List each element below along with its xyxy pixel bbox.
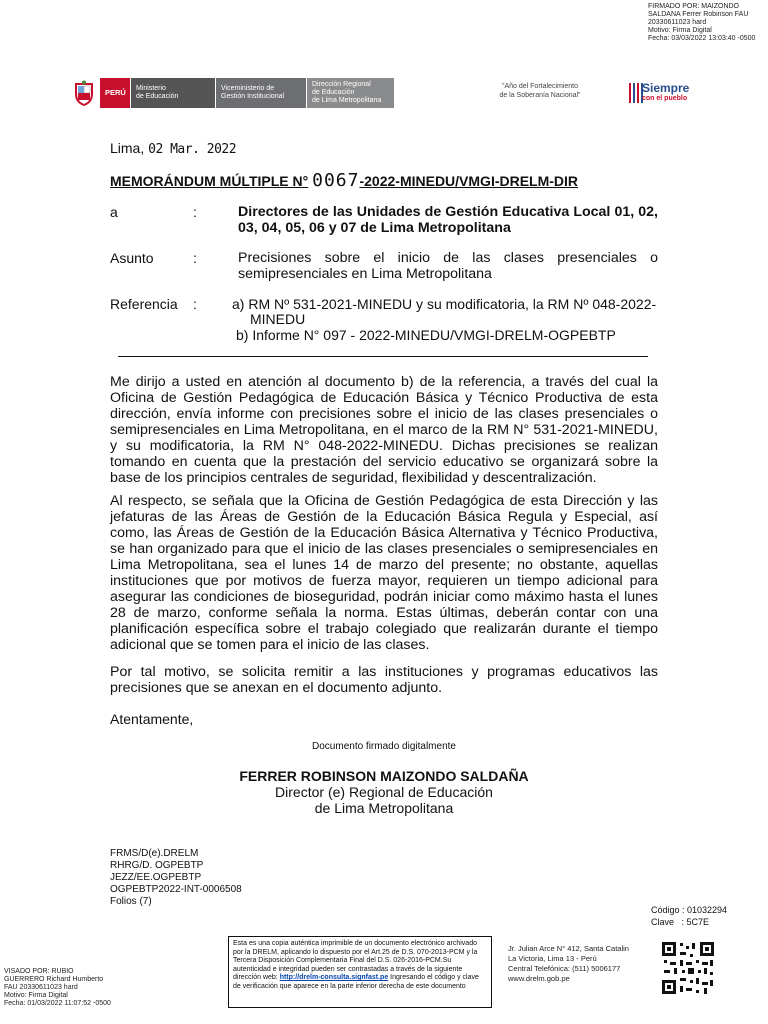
reference-b: b) Informe N° 097 - 2022-MINEDU/VMGI-DRELM-OGPEBTP	[236, 327, 616, 343]
reference-colon: :	[193, 296, 197, 312]
date-handwritten: 02 Mar. 2022	[148, 142, 237, 157]
initials-line: JEZZ/EE.OGPEBTP	[110, 872, 202, 883]
siempre-text: Siempre	[642, 81, 690, 95]
memo-title	[110, 170, 578, 191]
ministry-label: Ministerio de Educación	[131, 78, 215, 108]
siempre-logo	[628, 78, 698, 108]
peru-label: PERÚ	[100, 78, 130, 108]
to-value: Directores de las Unidades de Gestión Educativa Local 01, 02, 03, 04, 05, 06 y 07 de Lima Metropolitana	[238, 204, 658, 236]
initials-line: Folios (7)	[110, 896, 152, 907]
signature-line: Motivo: Firma Digital	[648, 27, 712, 34]
to-label: a	[110, 204, 118, 220]
notice-text-end: Ingresando el código y clave de verificación que aparece en la parte inferior derecha de este documento	[233, 974, 479, 990]
signer-title: Director (e) Regional de Educación	[275, 784, 493, 800]
regional-direction-label: Dirección Regional de Educación de Lima Metropolitana	[307, 78, 394, 108]
address-line: La Victoria, Lima 13 - Perú	[508, 954, 597, 963]
signature-line: 20330611023 hard	[648, 19, 707, 26]
title-suffix: -2022-MINEDU/VMGI-DRELM-DIR	[359, 173, 579, 189]
year-motto: "Año del Fortalecimiento de la Soberanía Nacional"	[499, 83, 581, 99]
digital-signature-note: Documento firmado digitalmente	[312, 741, 456, 752]
signature-line: FIRMADO POR: MAIZONDO	[648, 3, 739, 10]
date-prefix: Lima,	[110, 140, 149, 156]
title-number: 0067	[312, 170, 360, 191]
initials-line: OGPEBTP2022-INT-0006508	[110, 884, 242, 895]
paragraph-1: Me dirijo a usted en atención al documento b) de la referencia, a través del cual la Oficina de Gestión Pedagógica de Educación Básica y Técnico Productiva de esta dirección, envía informe con precisiones sobre el inicio de las clases presenciales o semipresenciales en Lima Metropolitana, en el marco de la RM N° 531-2021-MINEDU, y su modificatoria, la RM N° 048-2022-MINEDU. Dichas precisiones se realizan tomando en cuenta que la prestación del servicio educativo se organizará sobre la base de los principios centrales de seguridad, flexibilidad y descentralización.	[110, 374, 658, 486]
reference-a-continued: MINEDU	[250, 311, 306, 327]
signature-stamp-top	[648, 3, 766, 43]
authenticity-notice	[228, 936, 492, 1008]
visado-line: VISADO POR: RUBIO	[4, 968, 74, 975]
title-prefix: MEMORÁNDUM MÚLTIPLE N°	[110, 173, 309, 189]
initials-line: RHRG/D. OGPEBTP	[110, 860, 204, 871]
signature-line: Fecha: 03/03/2022 13:03:40 -0500	[648, 35, 756, 42]
reference-a: a) RM Nº 531-2021-MINEDU y su modificatoria, la RM Nº 048-2022-	[232, 296, 657, 312]
initials-line: FRMS/D(e).DRELM	[110, 848, 199, 859]
reference-label: Referencia	[110, 296, 178, 312]
notice-text: Esta es una copia auténtica imprimible de un documento electrónico archivado por la DRELM, aplicando lo dispuesto por el Art.25 de D.S. 070-2013-PCM y la Tercera Disposición Complementaria Final del D.S. 026-2016-PCM.Su autenticidad e integridad pueden ser contrastadas a través de la siguiente dirección web:	[233, 940, 478, 981]
document-date	[110, 140, 236, 157]
paragraph-3: Por tal motivo, se solicita remitir a las instituciones y programas educativos las precisiones que se anexan en el documento adjunto.	[110, 664, 658, 696]
initials-block	[110, 848, 242, 908]
to-colon: :	[193, 204, 197, 220]
subject-colon: :	[193, 250, 197, 266]
subject-value: Precisiones sobre el inicio de las clases presenciales o semipresenciales en Lima Metropolitana	[238, 250, 658, 282]
address-block	[508, 944, 629, 984]
verification-code	[651, 904, 727, 928]
signer-name: FERRER ROBINSON MAIZONDO SALDAÑA	[239, 768, 529, 784]
peru-shield-logo	[72, 80, 96, 106]
government-header	[72, 78, 394, 108]
header-divider	[118, 356, 648, 357]
visado-line: GUERRERO Richard Humberto	[4, 976, 104, 983]
visado-line: Fecha: 01/03/2022 11:07:52 -0500	[4, 1000, 111, 1007]
codigo: Código : 01032294	[651, 905, 728, 915]
visado-line: FAU 20330611023 hard	[4, 984, 78, 991]
signer-title: de Lima Metropolitana	[314, 800, 454, 816]
clave: Clave : 5C7E	[651, 917, 710, 927]
qr-code	[660, 940, 716, 996]
paragraph-2: Al respecto, se señala que la Oficina de Gestión Pedagógica de esta Dirección y las jefaturas de las Áreas de Gestión de la Educación Básica Regula y Especial, así como, las Áreas de Gestión de la Educación Básica Alternativa y Técnico Productiva, se han organizado para que el inicio de las clases presenciales o semipresenciales en Lima Metropolitana, sea el lunes 14 de marzo del presente; no obstante, aquellas instituciones que por motivos de fuerza mayor, requieren un tiempo adicional para asegurar las condiciones de bioseguridad, podrán iniciar como máximo hasta el lunes 28 de marzo, conforme señala la norma. Estas últimas, deberán contar con una planificación específica sobre el trabajo colegiado que realizarán durante el tiempo adicional que se tomen para el inicio de las clases.	[110, 493, 658, 653]
phone: Central Telefónica: (511) 5006177	[508, 964, 621, 973]
verification-link[interactable]: http://drelm-consulta.signfast.pe	[279, 974, 389, 981]
visado-line: Motivo: Firma Digital	[4, 992, 68, 999]
visado-stamp	[4, 968, 114, 1008]
con-el-pueblo-text: con el pueblo	[642, 95, 688, 102]
address-line: Jr. Julian Arce N° 412, Santa Catalin	[508, 944, 629, 953]
vice-ministry-label: Viceministerio de Gestión Institucional	[216, 78, 306, 108]
subject-label: Asunto	[110, 250, 154, 266]
signer-block	[184, 768, 584, 816]
signature-line: SALDANA Ferrer Robinson FAU	[648, 11, 749, 18]
closing: Atentamente,	[110, 711, 194, 727]
website: www.drelm.gob.pe	[508, 974, 570, 983]
